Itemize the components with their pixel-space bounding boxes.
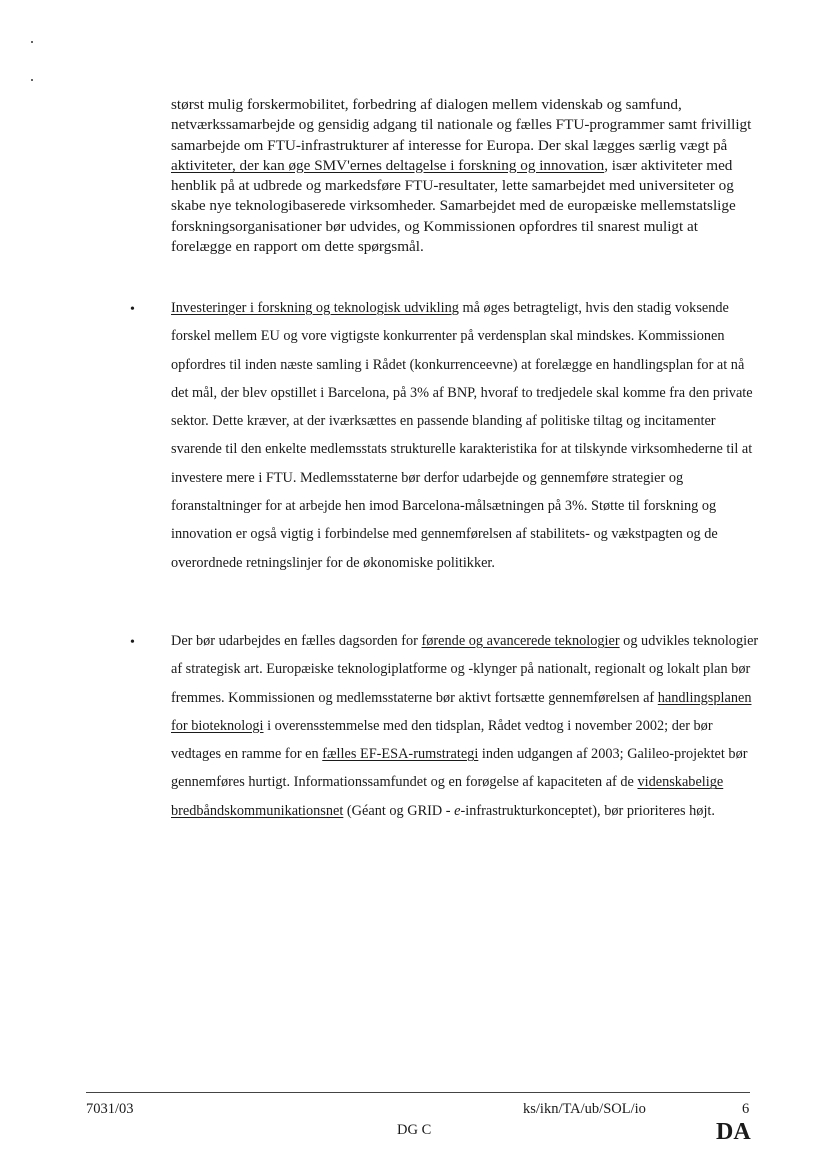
footer-language-code: DA (716, 1119, 751, 1145)
link-broadband-networks[interactable]: videnskabelige bredbåndskommunikationsnet (171, 774, 724, 819)
paragraph-text-start: størst mulig forskermobilitet, forbedring af dialogen mellem videnskab og samfund, netværkssamarbejde og gensidig adgang til nationale og fælles FTU-programmer samt frivilligt samarbejde om FTU-infrastrukturer af interesse for Europa. Der skal lægges særlig vægt på (171, 96, 752, 154)
paragraph-continuation (171, 95, 761, 257)
bullet-text-part-5: (Géant og GRID - (343, 802, 455, 819)
link-investments-research[interactable]: Investeringer i forskning og teknologisk udvikling (171, 300, 459, 316)
footer-dg: DG C (397, 1122, 432, 1138)
bullet-paragraph-investments (171, 294, 761, 577)
bullet-text-part-3: i overensstemmelse med den tidsplan, Rådet vedtog i november 2002; der bør vedtages en ramme for en (171, 717, 713, 763)
bullet-marker-1: • (130, 302, 135, 317)
footer-rule (86, 1092, 750, 1093)
link-space-strategy[interactable]: fælles EF-ESA-rumstrategi (322, 746, 479, 763)
link-smv-activities[interactable]: aktiviteter, der kan øge SMV'ernes deltagelse i forskning og innovation (171, 156, 605, 174)
bullet-text-part-6: -infrastrukturkonceptet), bør prioriteres højt. (460, 802, 715, 819)
footer-doc-number: 7031/03 (86, 1101, 134, 1117)
bullet-text-investments: må øges betragteligt, hvis den stadig voksende forskel mellem EU og vore vigtigste konkurrenter på verdensplan skal mindskes. Kommissionen opfordres til inden næste samling i Rådet (konkurrenceevne) at forelægge en handlingsplan for at nå det mål, der blev opstillet i Barcelona, på 3% af BNP, hvoraf to tredjedele skal komme fra den private sektor. Dette kræver, at der iværksættes en passende blanding af politiske tiltag og incitamenter svarende til den enkelte medlemsstats strukturelle karakteristika for at tilskynde virksomhederne til at investere mere i FTU. Medlemsstaterne bør derfor udarbejde og gennemføre strategier og foranstaltninger for at arbejde hen imod Barcelona-målsætningen på 3%. Støtte til forskning og innovation er også vigtig i forbindelse med gennemførelsen af stabilitets- og vækstpagten og de overordnede retningslinjer for de økonomiske politikker. (171, 300, 753, 571)
bullet-text-part-2: og udvikles teknologier af strategisk art. Europæiske teknologiplatforme og -klynger på nationalt, regionalt og lokalt plan bør fremmes. Kommissionen og medlemsstaterne bør aktivt fortsætte gennemførelsen af (171, 633, 759, 706)
paragraph-text-end: , især aktiviteter med henblik på at udbrede og markedsføre FTU-resultater, lette samarbejdet med universiteter og skabe nye teknologibaserede virksomheder. Samarbejdet med de europæiske mellemstatslige forskningsorganisationer bør udvides, og Kommissionen opfordres til snarest muligt at forelægge en rapport om dette spørgsmål. (171, 156, 736, 256)
bullet-text-italic-e: e (454, 802, 461, 819)
margin-dot-top (31, 41, 33, 43)
bullet-paragraph-technologies (171, 627, 761, 825)
link-leading-technologies[interactable]: førende og avancerede teknologier (421, 633, 620, 649)
bullet-text-part-4: inden udgangen af 2003; Galileo-projektet bør gennemføres hurtigt. Informationssamfundet og en forøgelse af kapaciteten af de (171, 746, 748, 791)
bullet-marker-2: • (130, 635, 135, 650)
footer-page-number: 6 (742, 1101, 750, 1117)
margin-dot-bottom (31, 79, 33, 81)
footer-reference: ks/ikn/TA/ub/SOL/io (523, 1101, 646, 1117)
bullet-text-part-1: Der bør udarbejdes en fælles dagsorden for (171, 633, 422, 649)
link-biotech-action-plan[interactable]: handlingsplanen for bioteknologi (171, 689, 752, 734)
